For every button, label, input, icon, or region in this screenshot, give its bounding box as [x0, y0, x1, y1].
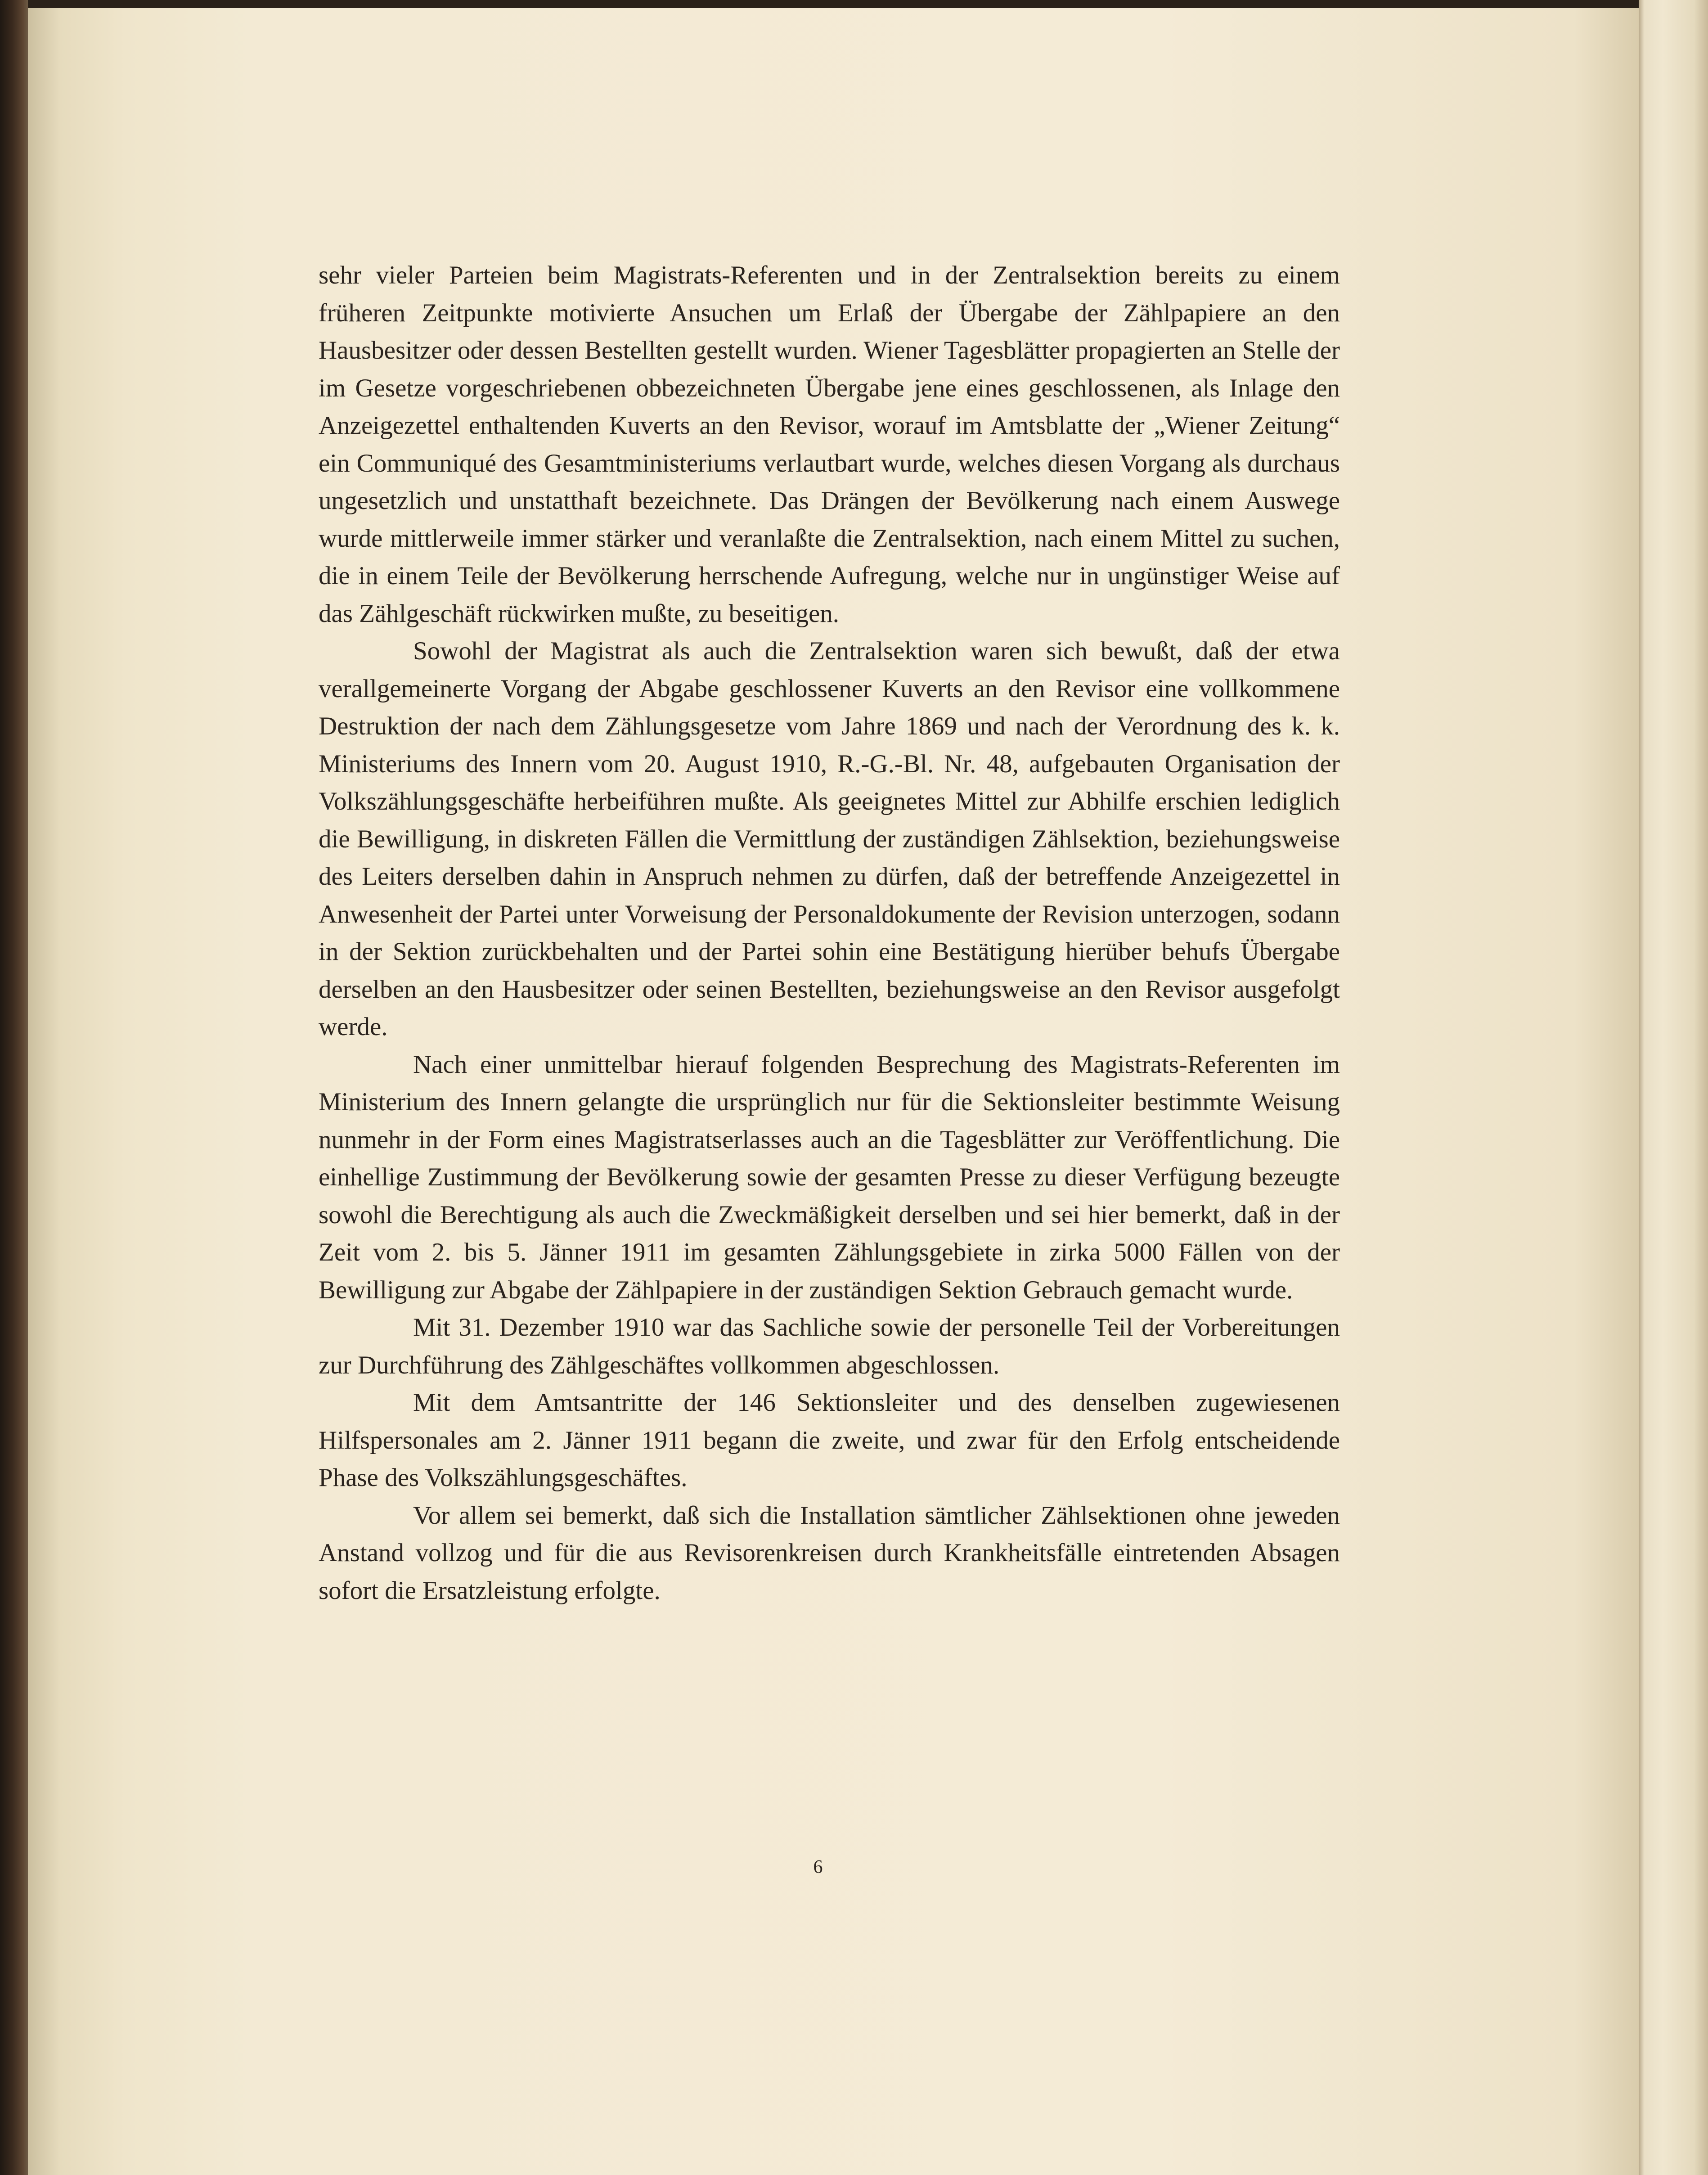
body-text	[319, 257, 1340, 1609]
facing-page-edge	[1639, 0, 1708, 2175]
paragraph: Mit dem Amtsantritte der 146 Sektionsleiter und des denselben zugewiesenen Hilfspersonales am 2. Jänner 1911 begann die zweite, und zwar für den Erfolg entscheidende Phase des Volkszählungsgeschäftes.	[319, 1388, 1340, 1492]
paragraph: Nach einer unmittelbar hierauf folgenden Besprechung des Magistrats-Referenten im Ministerium des Innern gelangte die ursprünglich nur für die Sektionsleiter bestimmte Weisung nunmehr in der Form eines Magistratserlasses auch an die Tagesblätter zur Veröffentlichung. Die einhellige Zustimmung der Bevölkerung sowie der gesamten Presse zu dieser Verfügung bezeugte sowohl die Berechtigung als auch die Zweckmäßigkeit derselben und sei hier bemerkt, daß in der Zeit vom 2. bis 5. Jänner 1911 im gesamten Zählungsgebiete in zirka 5000 Fällen von der Bewilligung zur Abgabe der Zählpapiere in der zuständigen Sektion Gebrauch gemacht wurde.	[319, 1050, 1340, 1304]
book-binding	[0, 0, 28, 2175]
page-number: 6	[813, 1857, 823, 1878]
paragraph: sehr vieler Parteien beim Magistrats-Referenten und in der Zentralsektion bereits zu einem früheren Zeitpunkte motivierte Ansuchen um Erlaß der Übergabe der Zählpapiere an den Hausbesitzer oder dessen Bestellten gestellt wurden. Wiener Tagesblätter propagierten an Stelle der im Gesetze vorgeschriebenen obbezeichneten Übergabe jene eines geschlossenen, als Inlage den Anzeigezettel enthaltenden Kuverts an den Revisor, worauf im Amtsblatte der „Wiener Zeitung“ ein Communiqué des Gesamtministeriums verlautbart wurde, welches diesen Vorgang als durchaus ungesetzlich und unstatthaft bezeichnete. Das Drängen der Bevölkerung nach einem Auswege wurde mittlerweile immer stärker und veranlaßte die Zentralsektion, nach einem Mittel zu suchen, die in einem Teile der Bevölkerung herrschende Aufregung, welche nur in ungünstiger Weise auf das Zählgeschäft rückwirken mußte, zu beseitigen.	[319, 261, 1340, 628]
paragraph: Mit 31. Dezember 1910 war das Sachliche sowie der personelle Teil der Vorbereitungen zur Durchführung des Zählgeschäftes vollkommen abgeschlossen.	[319, 1313, 1340, 1379]
paragraph: Vor allem sei bemerkt, daß sich die Installation sämtlicher Zählsektionen ohne jeweden Anstand vollzog und für die aus Revisorenkreisen durch Krankheitsfälle eintretenden Absagen sofort die Ersatzleistung erfolgte.	[319, 1501, 1340, 1605]
page-number-row	[0, 1856, 1708, 1878]
paragraph: Sowohl der Magistrat als auch die Zentralsektion waren sich bewußt, daß der etwa verallgemeinerte Vorgang der Abgabe geschlossener Kuverts an den Revisor eine vollkommene Destruktion der nach dem Zählungsgesetze vom Jahre 1869 und nach der Verordnung des k. k. Ministeriums des Innern vom 20. August 1910, R.-G.-Bl. Nr. 48, aufgebauten Organisation der Volkszählungsgeschäfte herbeiführen mußte. Als geeignetes Mittel zur Abhilfe erschien lediglich die Bewilligung, in diskreten Fällen die Vermittlung der zuständigen Zählsektion, beziehungsweise des Leiters derselben dahin in Anspruch nehmen zu dürfen, daß der betreffende Anzeigezettel in Anwesenheit der Partei unter Vorweisung der Personaldokumente der Revision unterzogen, sodann in der Sektion zurückbehalten und der Partei sohin eine Bestätigung hierüber behufs Übergabe derselben an den Hausbesitzer oder seinen Bestellten, beziehungsweise an den Revisor ausgefolgt werde.	[319, 637, 1340, 1041]
